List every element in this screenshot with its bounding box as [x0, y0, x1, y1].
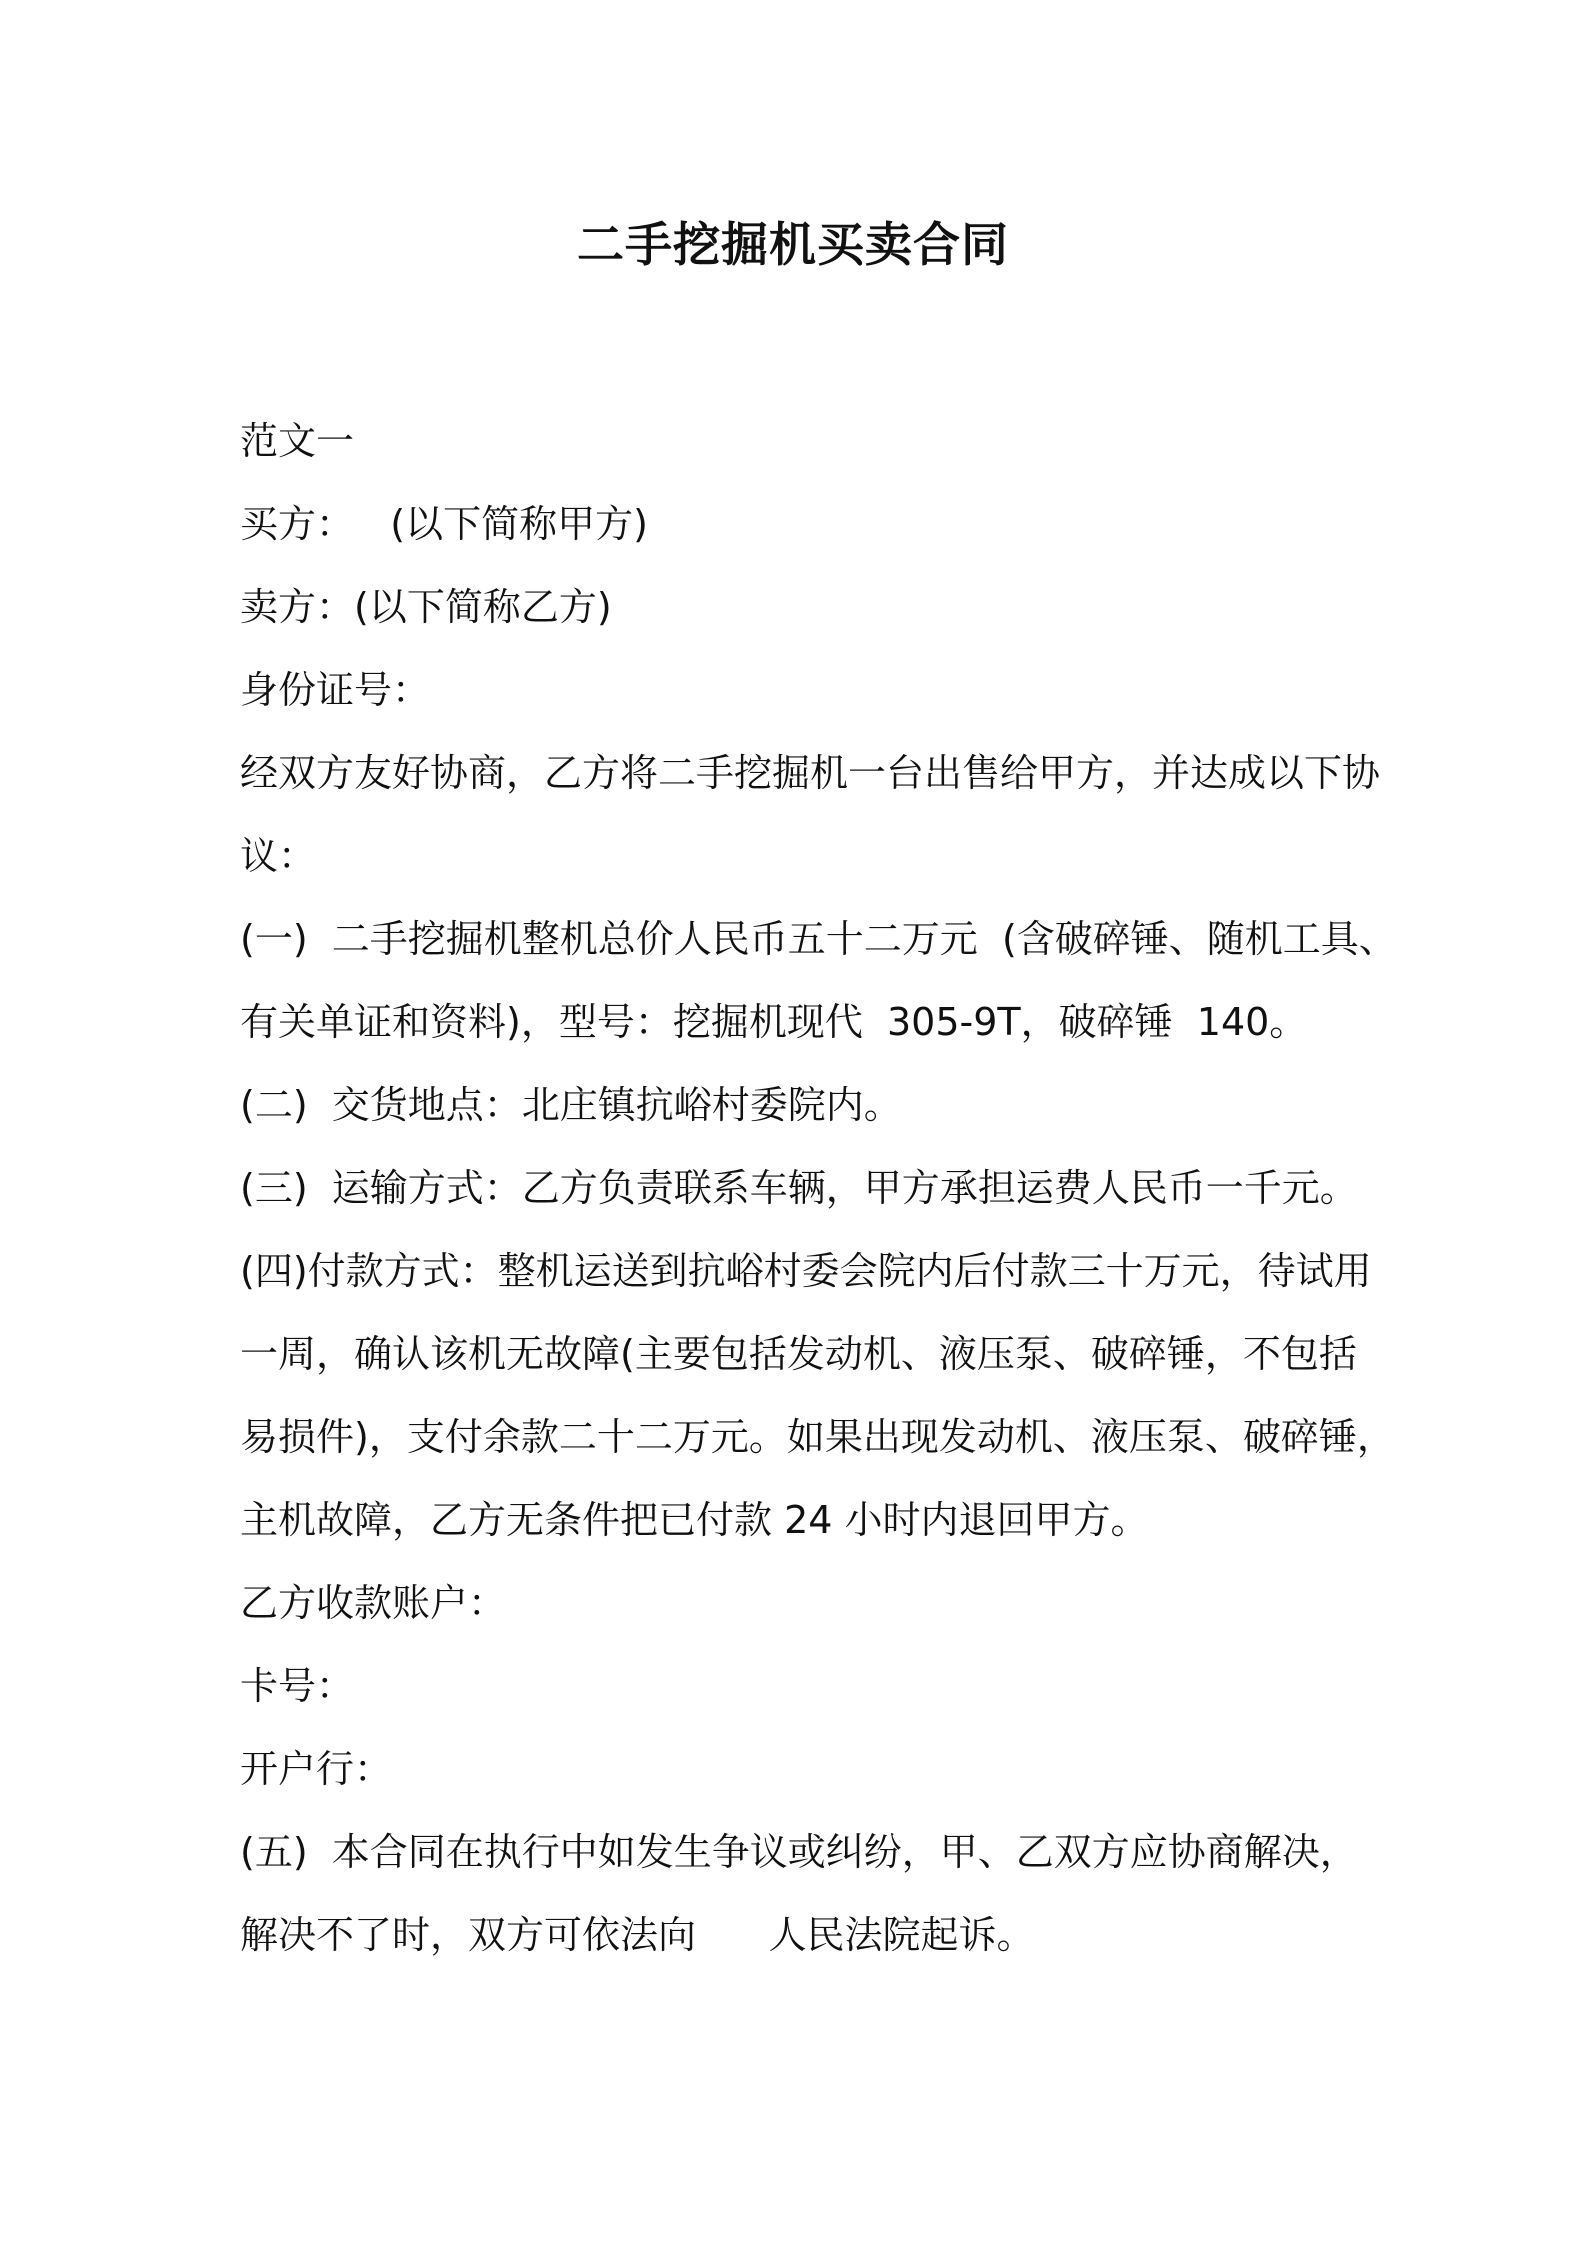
clause-4-line: 易损件)，支付余款二十二万元。如果出现发动机、液压泵、破碎锤， — [240, 1415, 1395, 1459]
card-number-line: 卡号： — [240, 1664, 355, 1708]
seller-line: 卖方：(以下简称乙方) — [240, 585, 612, 629]
clause-2-line: (二) 交货地点：北庄镇抗峪村委院内。 — [240, 1083, 902, 1127]
clause-4-line: 一周，确认该机无故障(主要包括发动机、液压泵、破碎锤，不包括 — [240, 1332, 1357, 1376]
preamble-line: 议： — [240, 834, 317, 878]
clause-5-line: (五) 本合同在执行中如发生争议或纠纷，甲、乙双方应协商解决， — [240, 1830, 1358, 1874]
account-label-line: 乙方收款账户： — [240, 1581, 507, 1625]
clause-4-line: (四)付款方式：整机运送到抗峪村委会院内后付款三十万元，待试用 — [240, 1249, 1372, 1293]
clause-5-line: 解决不了时，双方可依法向 人民法院起诉。 — [240, 1913, 1035, 1957]
bank-line: 开户行： — [240, 1747, 393, 1791]
section-label: 范文一 — [240, 419, 355, 463]
clause-1-line: (一) 二手挖掘机整机总价人民币五十二万元 (含破碎锤、随机工具、 — [240, 917, 1397, 961]
clause-3-line: (三) 运输方式：乙方负责联系车辆，甲方承担运费人民币一千元。 — [240, 1166, 1358, 1210]
document-title: 二手挖掘机买卖合同 — [577, 218, 1009, 273]
buyer-line: 买方： (以下简称甲方) — [240, 502, 648, 546]
clause-1-line: 有关单证和资料)，型号：挖掘机现代 305-9T，破碎锤 140。 — [240, 1000, 1308, 1044]
preamble-line: 经双方友好协商，乙方将二手挖掘机一台出售给甲方，并达成以下协 — [240, 751, 1381, 795]
clause-4-line: 主机故障，乙方无条件把已付款 24 小时内退回甲方。 — [240, 1498, 1149, 1542]
document-body — [240, 400, 1397, 1977]
id-number-line: 身份证号： — [240, 668, 431, 712]
